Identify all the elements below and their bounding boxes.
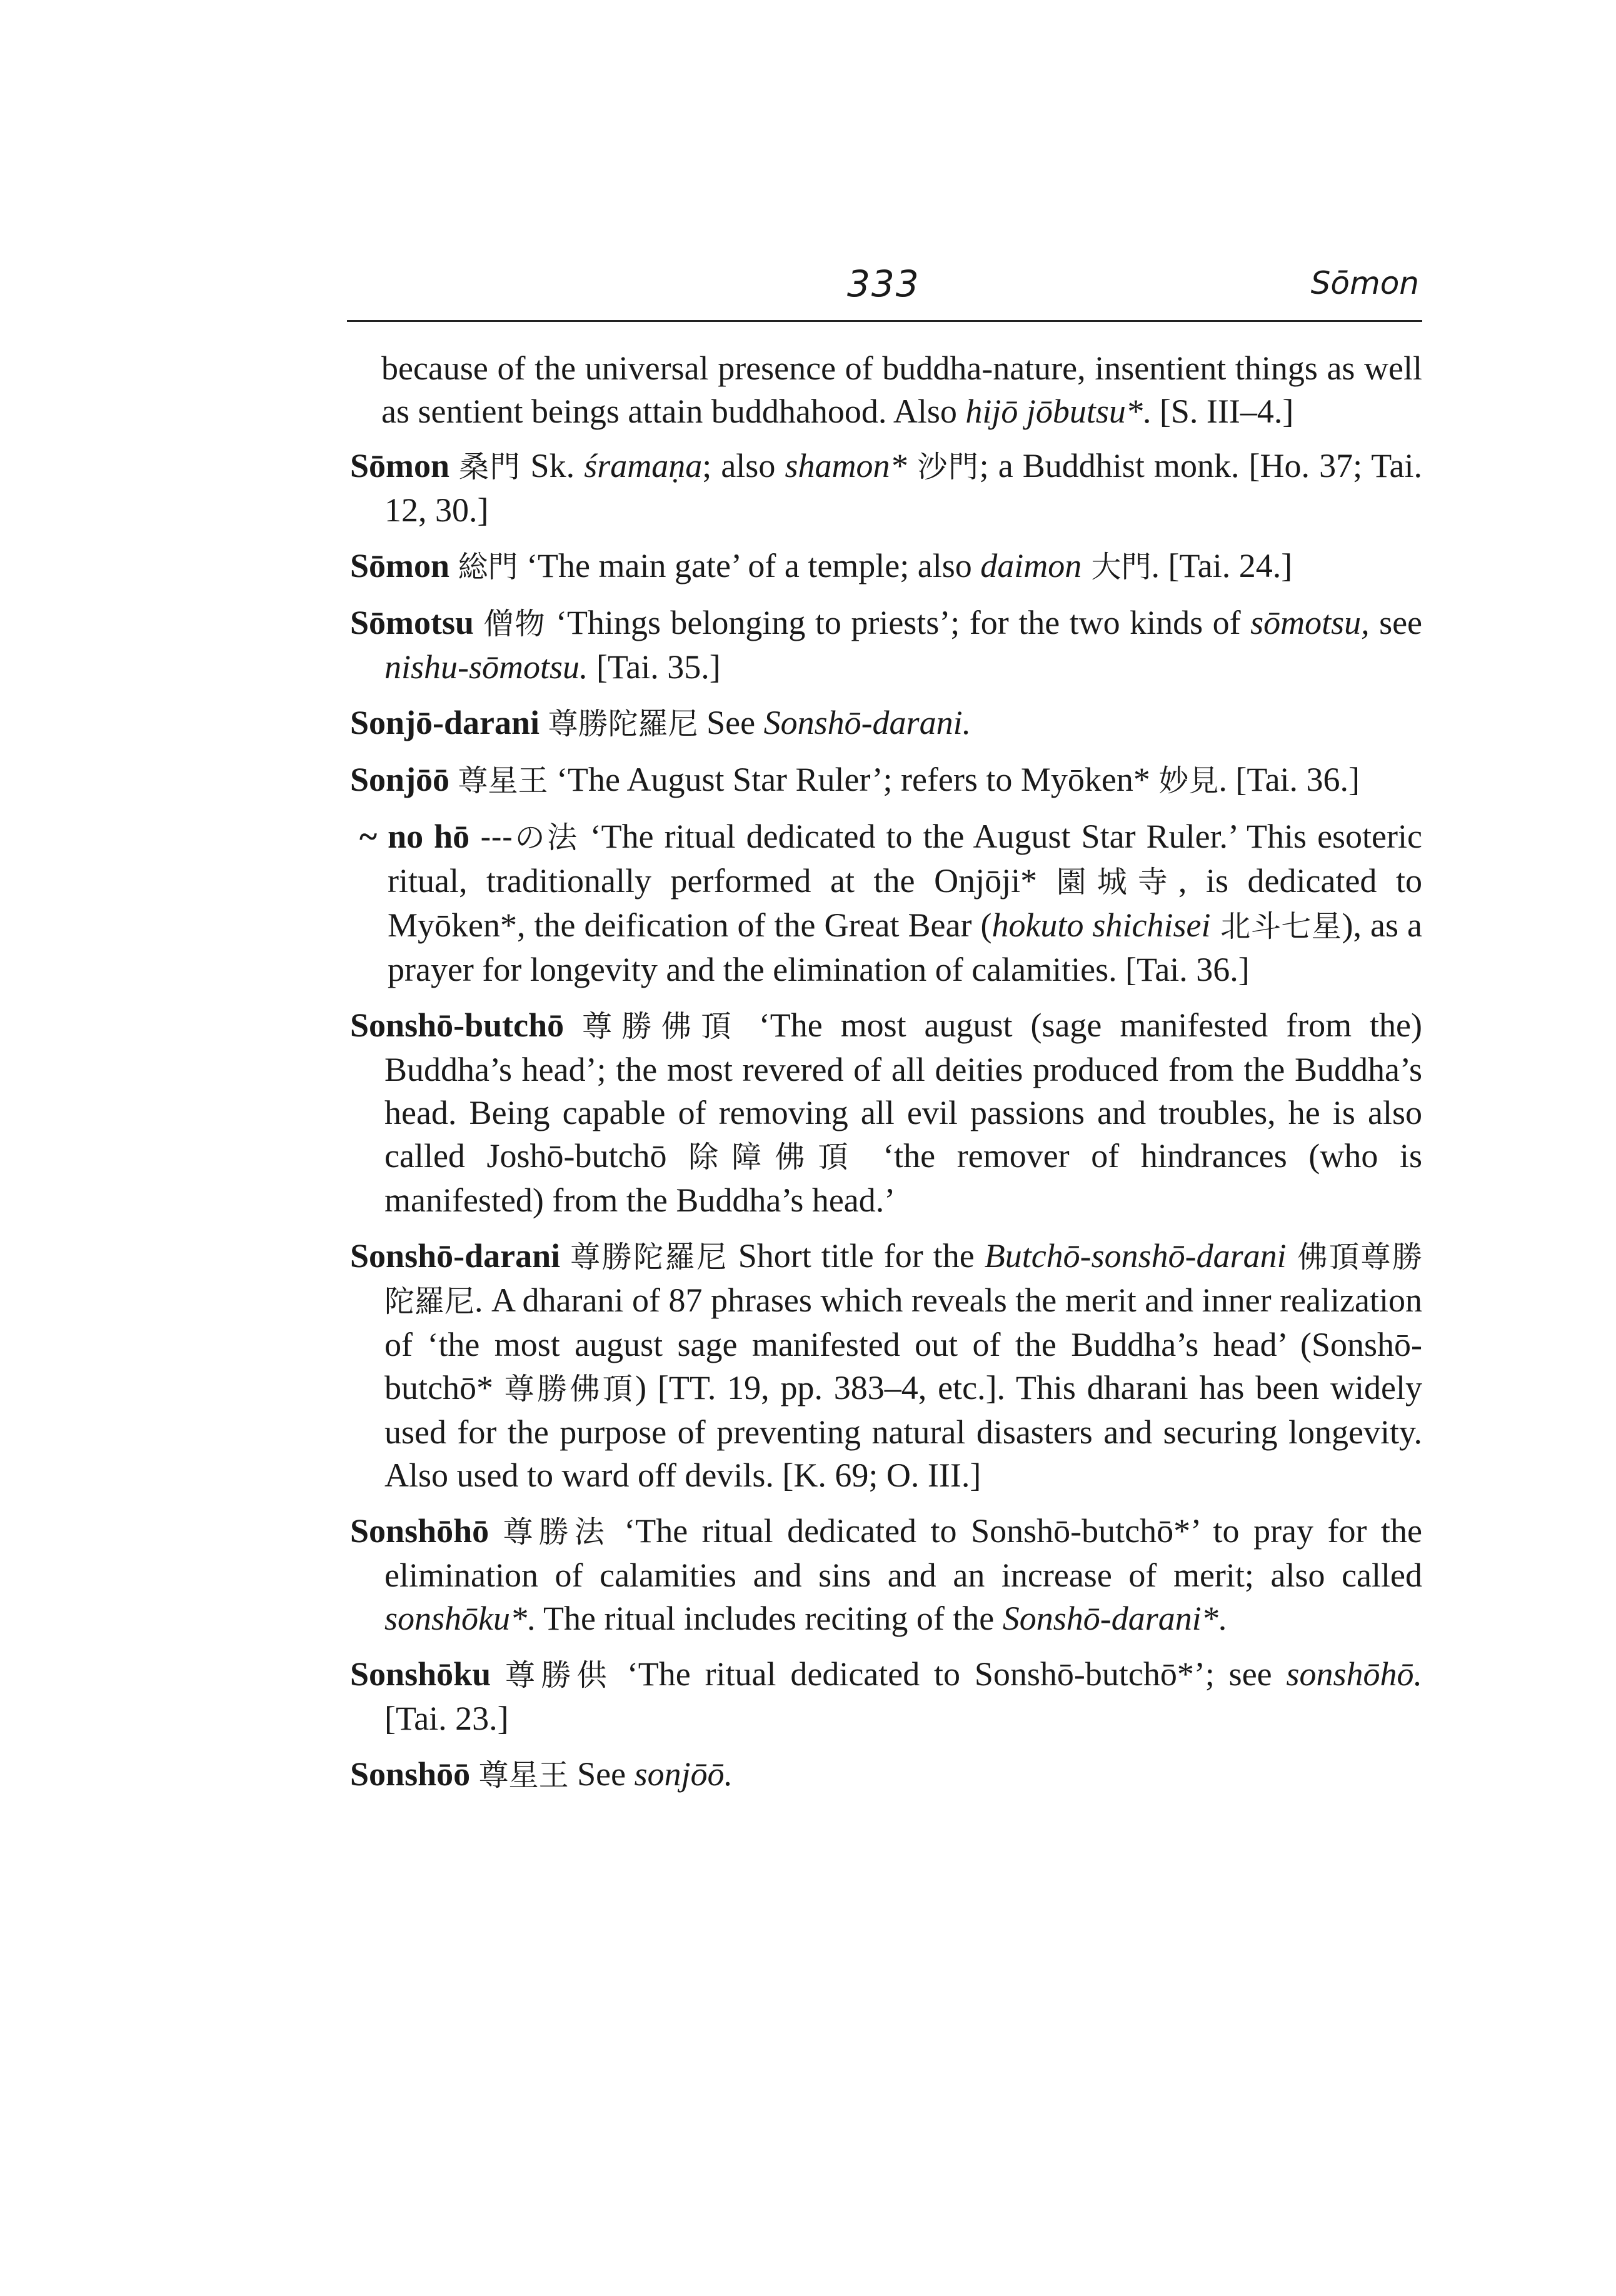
entry-definition-text: ; a Buddhist monk. [Ho. 37; Tai. 12, 30.] [384, 447, 1422, 529]
entry-italic-text: sonshōku* [384, 1600, 527, 1637]
entry-definition-text: ‘The main gate’ of a temple; also [526, 547, 981, 584]
sub-entry [350, 815, 1422, 991]
entry-definition-text: ; also [702, 447, 785, 484]
running-head: Sōmon [1310, 265, 1419, 301]
entry-kanji: 総門 [458, 549, 518, 584]
page-number: 333 [847, 263, 920, 305]
entry-kanji-inline: 妙見 [1158, 763, 1219, 798]
entry-headword: Sōmon [350, 547, 450, 584]
entry-kanji: 尊勝供 [505, 1658, 613, 1693]
entry-kanji: 尊勝陀羅尼 [548, 706, 698, 741]
entry-definition-text: See [577, 1755, 635, 1793]
entry-definition-text: ) [TT. 19, pp. 383–4, etc.]. This dharani has been widely used for the purpose of preventing natural disasters and securing longevity. Also used to ward off devils. [K. 69; O. III.] [384, 1369, 1422, 1494]
entry-definition-text: ‘Things belonging to priests’; for the two kinds of [555, 604, 1251, 641]
entry-definition-text: See [706, 704, 764, 741]
entry-headword: Sonshōō [350, 1755, 471, 1793]
continuation-italic: hijō jōbutsu* [965, 393, 1143, 430]
entry-italic-text: shamon* [785, 447, 907, 484]
entry-kanji: ---の法 [480, 820, 580, 855]
entry-definition-text: Sk. [530, 447, 585, 484]
entry-kanji: 尊勝陀羅尼 [570, 1240, 728, 1275]
entry-italic-text: Butchō-sonshō-darani [984, 1237, 1287, 1275]
entry-definition-text: ‘The August Star Ruler’; refers to Myōken* [556, 761, 1159, 798]
entry-kanji: 尊星王 [478, 1758, 569, 1793]
entry-headword: Sonshō-butchō [350, 1006, 565, 1044]
entry-kanji-inline: 尊勝佛頂 [504, 1371, 636, 1406]
continuation-paragraph [350, 347, 1422, 433]
entry-definition-text: . [1218, 1600, 1227, 1637]
entry-list [350, 444, 1422, 1797]
entry-italic-text: sonjōō. [634, 1755, 733, 1793]
entry-kanji-inline: 園城寺 [1056, 865, 1178, 900]
dictionary-entry [350, 701, 1422, 746]
entry-kanji-inline: 佛頂尊勝陀羅尼 [384, 1240, 1422, 1319]
page-header [347, 263, 1419, 325]
entry-definition-text: . [Tai. 36.] [1218, 761, 1360, 798]
entry-definition-text: ), as a prayer for longevity and the elimination of calamities. [Tai. 36.] [388, 906, 1422, 988]
dictionary-entry [350, 758, 1422, 803]
entry-headword: Sonshō-darani [350, 1237, 561, 1275]
dictionary-entry [350, 1753, 1422, 1797]
entry-definition-text: ‘the remover of hindrances (who is manifested) from the Buddha’s head.’ [384, 1137, 1422, 1219]
entry-italic-text: sonshōhō. [1286, 1655, 1422, 1693]
entry-italic-text: hokuto shichisei [991, 906, 1211, 944]
entry-headword: Sonshōku [350, 1655, 491, 1693]
entry-italic-text: Sonshō-darani. [763, 704, 971, 741]
entry-headword: ~ no hō [359, 818, 470, 855]
continuation-text: because of the universal presence of buddha-nature, insentient things as well as sentient beings attain buddhahood. Also [381, 349, 1422, 430]
entry-kanji-inline: 沙門 [906, 449, 980, 484]
entry-definition-text: [Tai. 35.] [588, 648, 721, 686]
entry-kanji: 尊勝佛頂 [582, 1009, 741, 1044]
entry-kanji: 桑門 [459, 449, 521, 484]
entry-kanji-inline: 除障佛頂 [688, 1140, 861, 1175]
dictionary-entry [350, 1510, 1422, 1640]
dictionary-entry [350, 1235, 1422, 1497]
entry-definition-text: . [Tai. 24.] [1151, 547, 1293, 584]
dictionary-entry [350, 1653, 1422, 1740]
entry-kanji-inline: 大門 [1082, 549, 1152, 584]
entry-definition-text: see [1369, 604, 1423, 641]
entry-definition-text: , is dedicated to Myōken*, the deification of the Great Bear ( [388, 862, 1422, 944]
dictionary-entry [350, 544, 1422, 589]
entry-definition-text: . A dharani of 87 phrases which reveals the merit and inner realization of ‘the most august sage manifested out of the Buddha’s head’ (Sonshō-butchō* [384, 1281, 1422, 1406]
dictionary-entry [350, 1004, 1422, 1222]
entry-definition-text: [Tai. 23.] [384, 1700, 509, 1737]
entry-headword: Sōmotsu [350, 604, 474, 641]
entry-kanji: 尊勝法 [503, 1515, 610, 1550]
entry-kanji: 尊星王 [458, 763, 548, 798]
entry-headword: Sonjōō [350, 761, 450, 798]
entry-headword: Sōmon [350, 447, 450, 484]
entry-headword: Sonjō-darani [350, 704, 540, 741]
continuation-tail: . [S. III–4.] [1142, 393, 1294, 430]
entry-kanji: 僧物 [483, 606, 546, 641]
entry-italic-text: nishu-sōmotsu. [384, 648, 588, 686]
dictionary-body [350, 347, 1422, 1810]
dictionary-entry [350, 601, 1422, 689]
header-rule [347, 320, 1422, 322]
dictionary-entry [350, 444, 1422, 532]
entry-italic-text: daimon [980, 547, 1082, 584]
entry-definition-text: . The ritual includes reciting of the [527, 1600, 1003, 1637]
entry-definition-text: Short title for the [738, 1237, 985, 1275]
entry-definition-text: ‘The ritual dedicated to Sonshō-butchō*’ to pray for the elimination of calamities and sins and an increase of merit; also called [384, 1512, 1422, 1594]
entry-italic-text: śramaṇa [584, 447, 703, 484]
entry-italic-text: sōmotsu, [1250, 604, 1370, 641]
entry-definition-text: ‘The ritual dedicated to Sonshō-butchō*’; see [626, 1655, 1287, 1693]
entry-headword: Sonshōhō [350, 1512, 489, 1550]
entry-definition-text: ‘The ritual dedicated to the August Star Ruler.’ This esoteric ritual, traditionally performed at the Onjōji* [388, 818, 1422, 900]
entry-italic-text: Sonshō-darani* [1002, 1600, 1218, 1637]
entry-definition-text: ‘The most august (sage manifested from the) Buddha’s head’; the most revered of all deities produced from the Buddha’s head. Being capable of removing all evil passions and troubles, he is also called Joshō-butchō [384, 1006, 1423, 1175]
entry-kanji-inline: 北斗七星 [1210, 909, 1342, 944]
